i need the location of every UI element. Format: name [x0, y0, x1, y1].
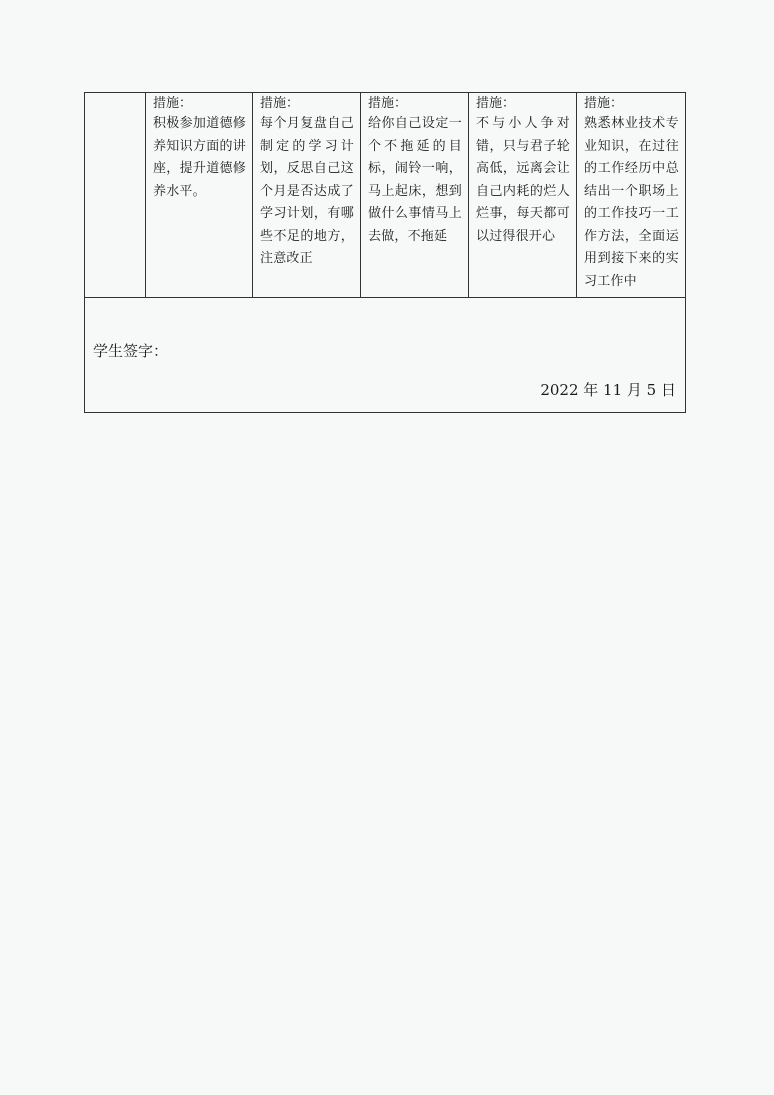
- measure-text: 给你自己设定一个不拖延的目标，闹铃一响，马上起床，想到做什么事情马上去做，不拖延: [368, 116, 462, 244]
- measure-text: 熟悉林业技术专业知识，在过往的工作经历中总结出一个职场上的工作技巧一工作方法，全面运用到接下来的实习工作中: [584, 116, 679, 289]
- measure-text: 不与小人争对错，只与君子轮高低，远离会让自己内耗的烂人烂事，每天都可以过得很开心: [476, 116, 570, 244]
- row-header-cell: [85, 93, 146, 298]
- measure-cell-4: [469, 93, 577, 298]
- signature-date: 2022 年 11 月 5 日: [540, 381, 676, 399]
- measure-text: 积极参加道德修养知识方面的讲座，提升道德修养水平。: [153, 116, 246, 199]
- measure-label: 措施：: [260, 96, 300, 111]
- signature-label: 学生签字：: [93, 342, 169, 360]
- measure-label: 措施：: [153, 96, 193, 111]
- signature-row: [85, 298, 686, 413]
- measure-cell-5: [577, 93, 686, 298]
- measure-cell-1: [146, 93, 253, 298]
- measure-label: 措施：: [368, 96, 408, 111]
- signature-cell: [85, 298, 686, 413]
- measure-label: 措施：: [476, 96, 516, 111]
- measures-table: [84, 92, 686, 413]
- measure-cell-3: [361, 93, 469, 298]
- measure-text: 每个月复盘自己制定的学习计划，反思自己这个月是否达成了学习计划，有哪些不足的地方，注意改正: [260, 116, 354, 266]
- measures-row: [85, 93, 686, 298]
- measure-label: 措施：: [584, 96, 624, 111]
- measure-cell-2: [253, 93, 361, 298]
